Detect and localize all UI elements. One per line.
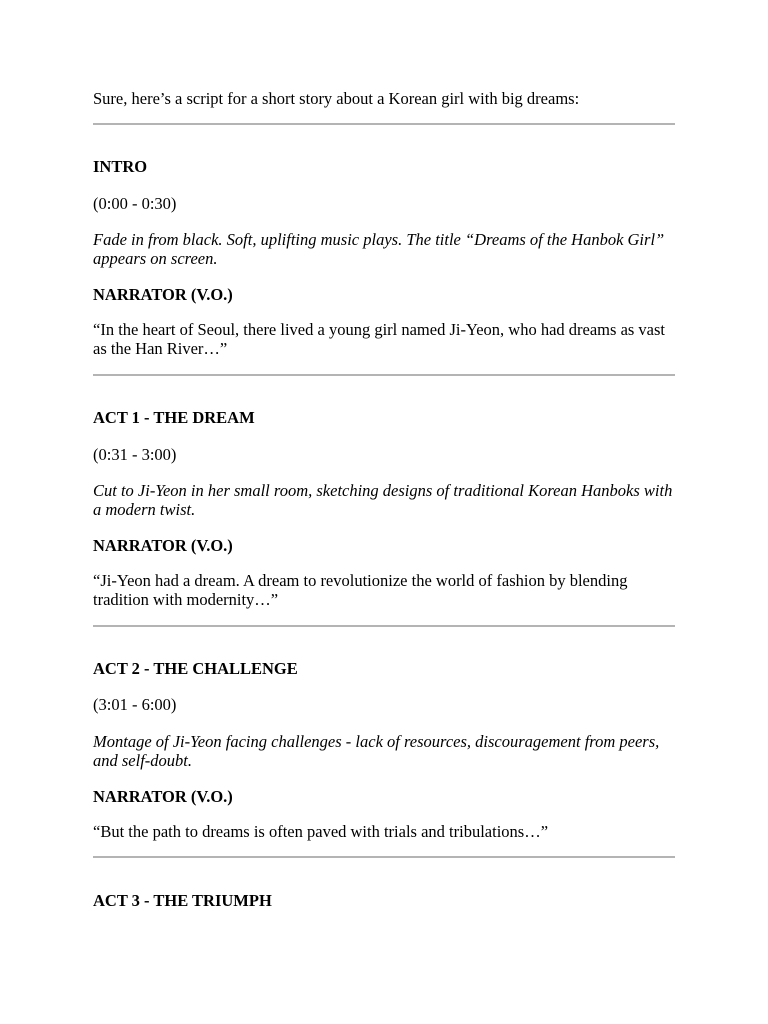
timestamp-act-2: (3:01 - 6:00) [93, 695, 177, 714]
timestamp-intro: (0:00 - 0:30) [93, 194, 177, 213]
intro-line: Sure, here’s a script for a short story about a Korean girl with big dreams: [93, 89, 580, 108]
section-heading-act-2: ACT 2 - THE CHALLENGE [93, 659, 298, 678]
speaker-intro: NARRATOR (V.O.) [93, 285, 233, 304]
speaker-act-1: NARRATOR (V.O.) [93, 536, 233, 555]
timestamp-act-1: (0:31 - 3:00) [93, 445, 177, 464]
section-heading-act-1: ACT 1 - THE DREAM [93, 408, 255, 427]
stage-direction-act-1: Cut to Ji-Yeon in her small room, sketching designs of traditional Korean Hanboks with a modern twist. [93, 481, 673, 519]
stage-direction-act-2: Montage of Ji-Yeon facing challenges - lack of resources, discouragement from peers, and self-doubt. [93, 732, 660, 770]
speaker-act-2: NARRATOR (V.O.) [93, 787, 233, 806]
section-heading-intro: INTRO [93, 157, 148, 176]
dialogue-act-1: “Ji-Yeon had a dream. A dream to revolutionize the world of fashion by blending tradition with modernity…” [93, 571, 628, 609]
stage-direction-intro: Fade in from black. Soft, uplifting music plays. The title “Dreams of the Hanbok Girl” appears on screen. [93, 230, 665, 268]
dialogue-act-2: “But the path to dreams is often paved with trials and tribulations…” [93, 822, 549, 841]
dialogue-intro: “In the heart of Seoul, there lived a young girl named Ji-Yeon, who had dreams as vast as the Han River…” [93, 320, 666, 358]
section-heading-act-3: ACT 3 - THE TRIUMPH [93, 891, 272, 910]
divider [93, 625, 675, 627]
divider [93, 374, 675, 376]
divider [93, 856, 675, 858]
divider [93, 123, 675, 125]
